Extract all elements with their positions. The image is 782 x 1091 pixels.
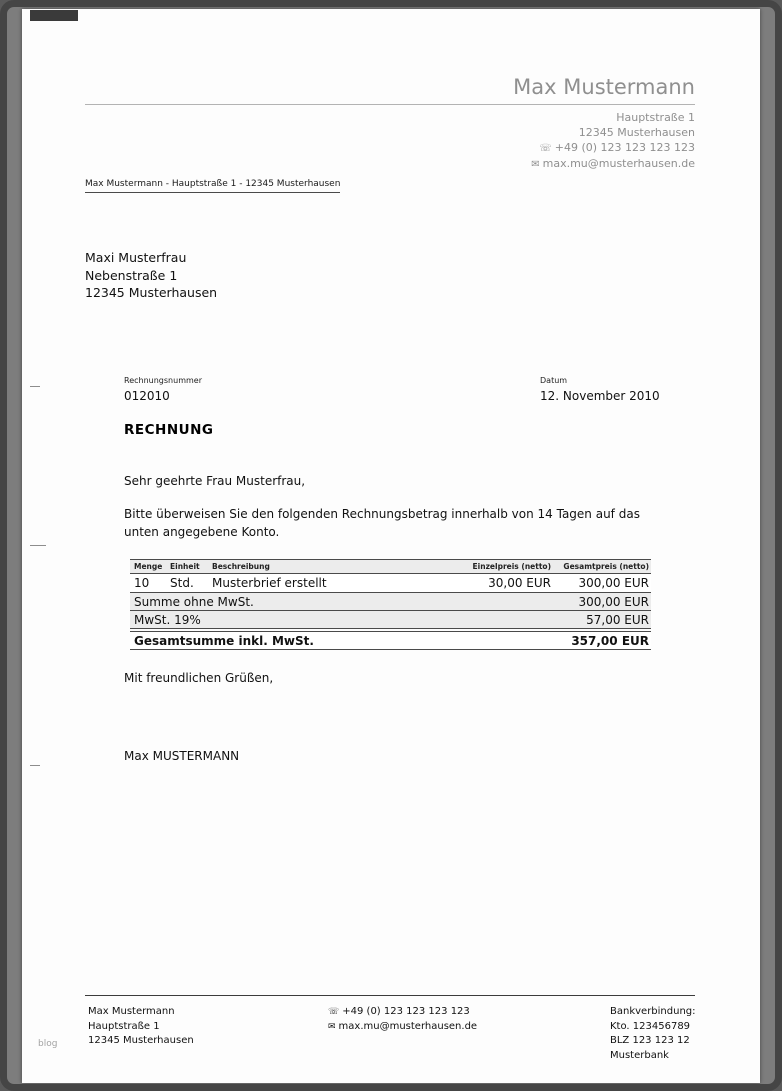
- footer-city: 12345 Musterhausen: [88, 1035, 194, 1046]
- invoice-table: [130, 559, 651, 650]
- letterhead-phone-line: [531, 140, 695, 156]
- letterhead-phone: +49 (0) 123 123 123 123: [554, 141, 695, 154]
- item-menge: 10: [134, 576, 150, 590]
- recipient-street: Nebenstraße 1: [85, 267, 178, 283]
- frame-tab: [30, 10, 78, 21]
- closing-phrase: Mit freundlichen Grüßen,: [124, 671, 274, 685]
- letterhead-street: Hauptstraße 1: [616, 111, 695, 124]
- fold-mark: [30, 386, 40, 387]
- footer-address-block: [88, 1005, 194, 1049]
- email-icon: ✉: [328, 1021, 336, 1032]
- table-item-row: [130, 574, 651, 593]
- summary-value: 300,00 EUR: [578, 594, 649, 609]
- body-paragraph: Bitte überweisen Sie den folgenden Rechnungsbetrag innerhalb von 14 Tagen auf das unten angegebene Konto.: [124, 507, 640, 539]
- header-menge: Menge: [134, 562, 163, 571]
- item-einzelpreis: 30,00 EUR: [488, 576, 551, 590]
- header-gesamtpreis: Gesamtpreis (netto): [563, 562, 649, 571]
- footer-phone-line: [328, 1005, 477, 1020]
- letterhead-email: max.mu@musterhausen.de: [542, 157, 695, 170]
- summary-label: Summe ohne MwSt.: [134, 594, 254, 609]
- summary-row-netto: [130, 593, 651, 611]
- header-einzelpreis: Einzelpreis (netto): [472, 562, 551, 571]
- letterhead-name: Max Mustermann: [513, 75, 695, 99]
- letterhead-email-line: [531, 156, 695, 172]
- item-beschreibung: Musterbrief erstellt: [212, 576, 327, 590]
- sender-return-address: Max Mustermann - Hauptstraße 1 - 12345 Musterhausen: [85, 179, 340, 193]
- watermark-blog: blog: [38, 1039, 58, 1049]
- footer-email: max.mu@musterhausen.de: [338, 1020, 478, 1032]
- bank-blz: BLZ 123 123 12: [610, 1035, 690, 1046]
- item-einheit: Std.: [170, 576, 194, 590]
- table-header-row: [130, 560, 651, 574]
- signature-name: Max MUSTERMANN: [124, 749, 240, 763]
- invoice-page: [22, 9, 760, 1083]
- bank-name: Musterbank: [610, 1049, 669, 1061]
- footer-street: Hauptstraße 1: [88, 1020, 160, 1032]
- header-beschreibung: Beschreibung: [212, 562, 270, 571]
- phone-icon: ☏: [539, 143, 552, 154]
- bank-label: Bankverbindung:: [610, 1006, 696, 1017]
- total-row: [130, 631, 651, 650]
- fold-mark-center: [30, 545, 46, 546]
- document-title: RECHNUNG: [124, 422, 214, 438]
- recipient-name: Maxi Musterfrau: [85, 250, 187, 265]
- footer-rule: [85, 995, 695, 996]
- footer-email-line: [328, 1020, 477, 1035]
- phone-icon: ☏: [328, 1007, 340, 1017]
- fold-mark: [30, 765, 40, 766]
- invoice-number-value: 012010: [124, 389, 170, 403]
- summary-label: MwSt. 19%: [134, 612, 201, 627]
- letterhead-address-block: [531, 110, 695, 172]
- salutation: Sehr geehrte Frau Musterfrau,: [124, 474, 306, 488]
- header-einheit: Einheit: [170, 562, 200, 571]
- recipient-city: 12345 Musterhausen: [85, 285, 218, 300]
- footer-bank-block: [610, 1005, 696, 1063]
- item-gesamtpreis: 300,00 EUR: [578, 576, 649, 590]
- invoice-number-label: Rechnungsnummer: [124, 376, 202, 385]
- recipient-address: [85, 249, 217, 302]
- footer-contact-block: [328, 1005, 477, 1034]
- email-icon: ✉: [531, 159, 540, 170]
- date-label: Datum: [540, 376, 568, 385]
- bank-account: Kto. 123456789: [610, 1020, 691, 1032]
- letterhead-city: 12345 Musterhausen: [578, 126, 695, 139]
- summary-row-mwst: [130, 611, 651, 629]
- date-value: 12. November 2010: [540, 389, 660, 403]
- footer-phone: +49 (0) 123 123 123 123: [342, 1006, 470, 1017]
- total-label: Gesamtsumme inkl. MwSt.: [134, 633, 314, 648]
- letterhead-rule: [85, 104, 695, 105]
- footer-name: Max Mustermann: [88, 1006, 175, 1017]
- summary-value: 57,00 EUR: [586, 612, 649, 627]
- total-value: 357,00 EUR: [571, 633, 649, 648]
